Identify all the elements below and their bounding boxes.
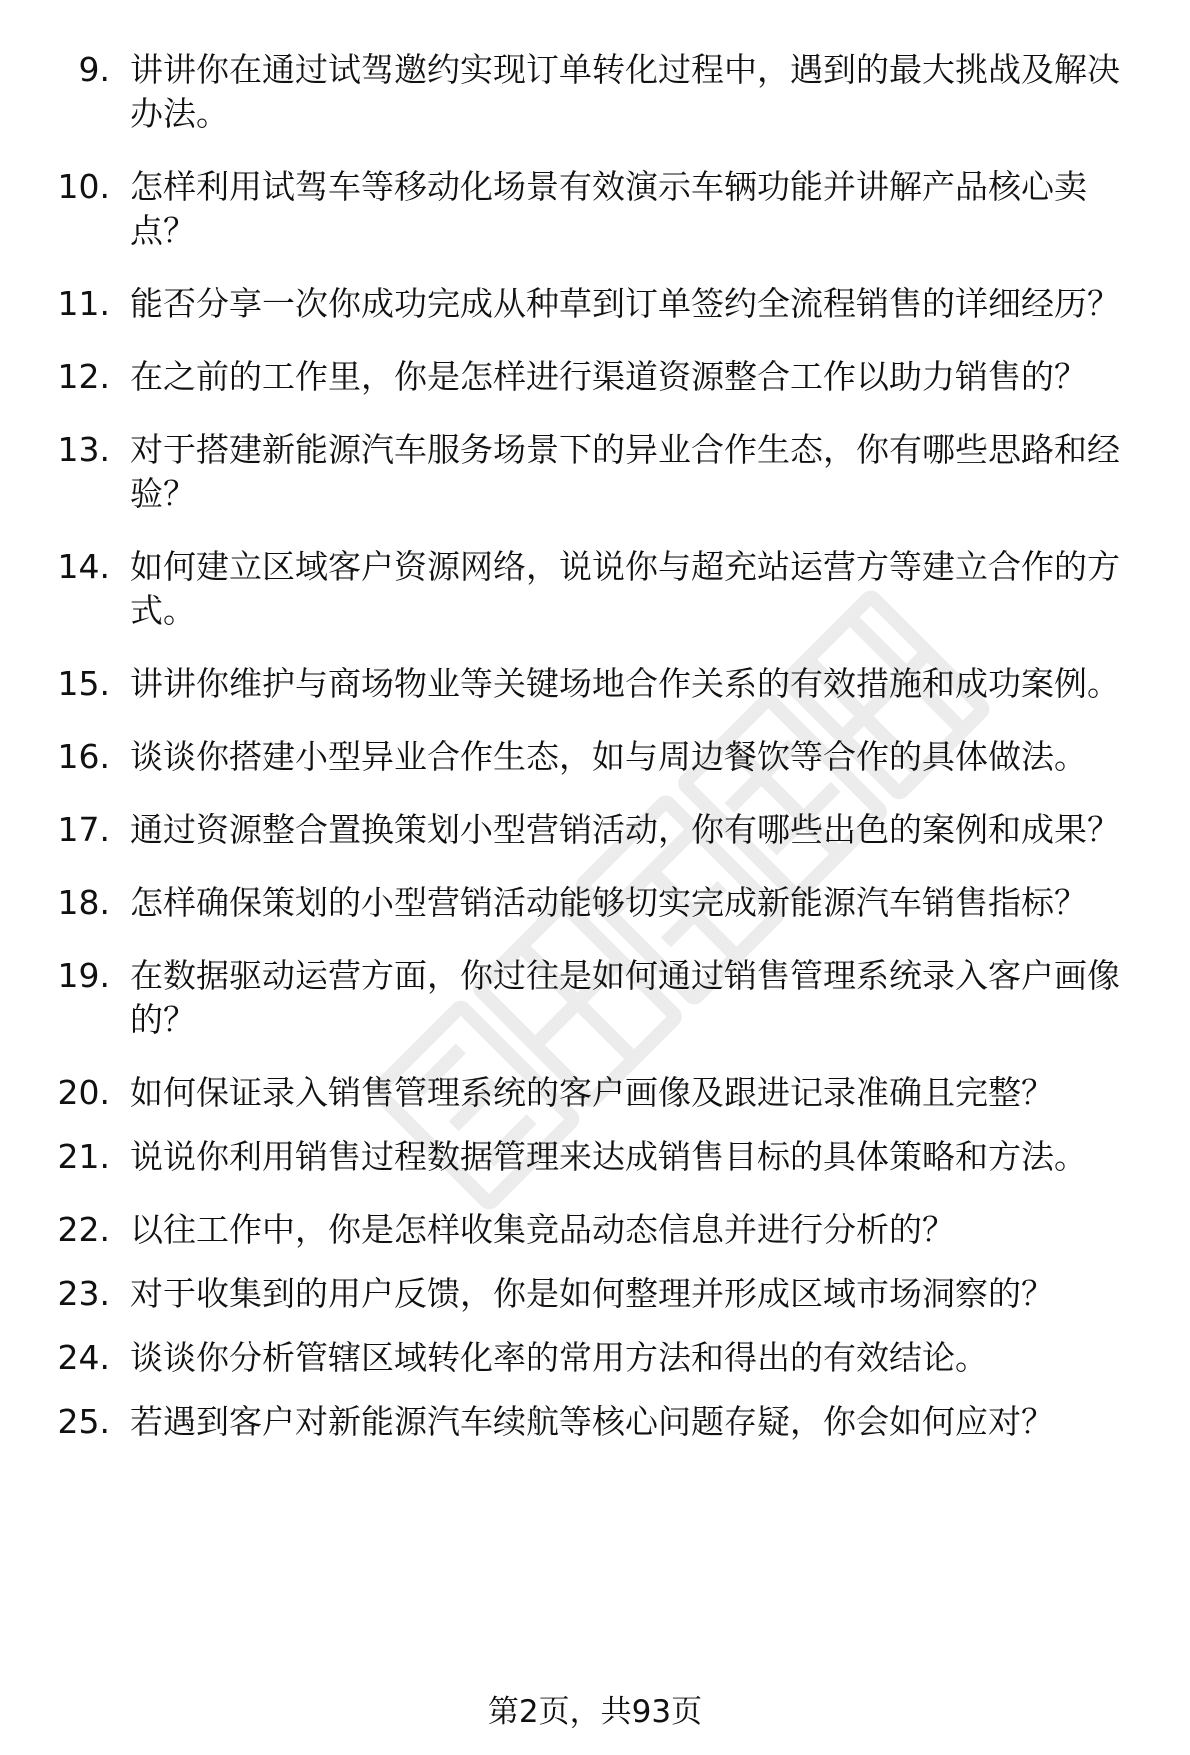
question-text: 怎样利用试驾车等移动化场景有效演示车辆功能并讲解产品核心卖点？ <box>130 167 1087 250</box>
question-number: 21. <box>57 1137 110 1176</box>
list-item <box>0 1272 1190 1316</box>
list-item <box>0 282 1190 326</box>
question-number: 24. <box>57 1338 110 1377</box>
question-text: 讲讲你维护与商场物业等关键场地合作关系的有效措施和成功案例。 <box>130 664 1120 703</box>
question-number: 20. <box>57 1073 110 1112</box>
list-item <box>0 48 1190 136</box>
page-number: 第2页，共93页 <box>487 1694 703 1730</box>
question-text: 在数据驱动运营方面，你过往是如何通过销售管理系统录入客户画像的？ <box>130 956 1120 1039</box>
list-item <box>0 355 1190 399</box>
question-number: 15. <box>57 664 110 703</box>
list-item <box>0 954 1190 1042</box>
question-number: 22. <box>57 1210 110 1249</box>
question-text: 若遇到客户对新能源汽车续航等核心问题存疑，你会如何应对？ <box>130 1402 1054 1441</box>
list-item <box>0 808 1190 852</box>
list-item <box>0 881 1190 925</box>
list-item <box>0 662 1190 706</box>
question-text: 对于收集到的用户反馈，你是如何整理并形成区域市场洞察的？ <box>130 1274 1054 1313</box>
question-list <box>0 48 1190 1464</box>
question-number: 16. <box>57 737 110 776</box>
question-text: 在之前的工作里，你是怎样进行渠道资源整合工作以助力销售的？ <box>130 357 1087 396</box>
question-text: 能否分享一次你成功完成从种草到订单签约全流程销售的详细经历？ <box>130 284 1120 323</box>
list-item <box>0 165 1190 253</box>
list-item <box>0 545 1190 633</box>
list-item <box>0 1400 1190 1444</box>
question-text: 谈谈你分析管辖区域转化率的常用方法和得出的有效结论。 <box>130 1338 988 1377</box>
list-item <box>0 735 1190 779</box>
list-item <box>0 1208 1190 1252</box>
question-text: 对于搭建新能源汽车服务场景下的异业合作生态，你有哪些思路和经验？ <box>130 430 1120 513</box>
question-text: 说说你利用销售过程数据管理来达成销售目标的具体策略和方法。 <box>130 1137 1087 1176</box>
question-text: 谈谈你搭建小型异业合作生态，如与周边餐饮等合作的具体做法。 <box>130 737 1087 776</box>
list-item <box>0 1135 1190 1179</box>
question-number: 19. <box>57 956 110 995</box>
question-number: 25. <box>57 1402 110 1441</box>
list-item <box>0 1336 1190 1380</box>
question-number: 9. <box>78 50 110 89</box>
question-text: 以往工作中，你是怎样收集竞品动态信息并进行分析的？ <box>130 1210 955 1249</box>
question-number: 17. <box>57 810 110 849</box>
list-item <box>0 1071 1190 1115</box>
question-text: 讲讲你在通过试驾邀约实现订单转化过程中，遇到的最大挑战及解决办法。 <box>130 50 1120 133</box>
question-number: 12. <box>57 357 110 396</box>
question-number: 18. <box>57 883 110 922</box>
list-item <box>0 428 1190 516</box>
question-number: 23. <box>57 1274 110 1313</box>
question-text: 怎样确保策划的小型营销活动能够切实完成新能源汽车销售指标？ <box>130 883 1087 922</box>
question-number: 10. <box>57 167 110 206</box>
question-text: 通过资源整合置换策划小型营销活动，你有哪些出色的案例和成果？ <box>130 810 1120 849</box>
question-text: 如何建立区域客户资源网络，说说你与超充站运营方等建立合作的方式。 <box>130 547 1120 630</box>
question-number: 11. <box>57 284 110 323</box>
question-number: 14. <box>57 547 110 586</box>
question-number: 13. <box>57 430 110 469</box>
question-text: 如何保证录入销售管理系统的客户画像及跟进记录准确且完整？ <box>130 1073 1054 1112</box>
